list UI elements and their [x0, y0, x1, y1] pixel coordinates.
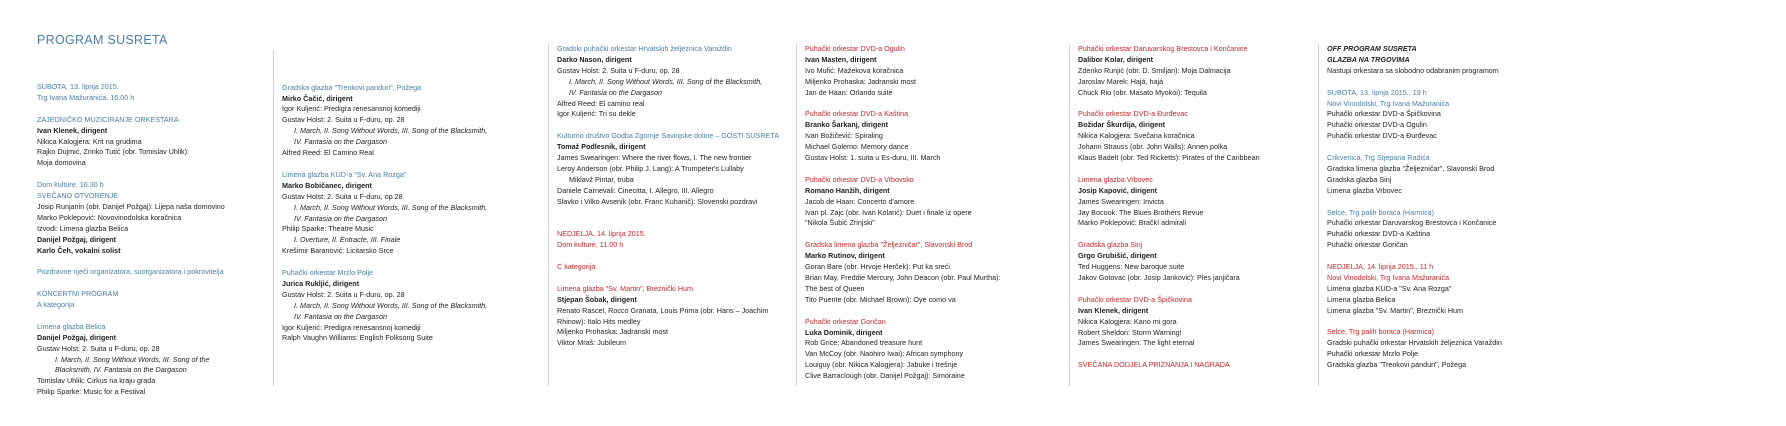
- program-line: Jakov Gotovac (obr. Josip Janković): Ples janjičara: [1078, 272, 1240, 282]
- section-heading: Puhački orkestar Daruvarskog Brestovca i Končanice: [1078, 44, 1248, 53]
- program-line: Tomislav Uhlik: Cirkus na kraju grada: [37, 376, 156, 386]
- program-line: Jay Bocook: The Blues Brothers Revue: [1078, 207, 1204, 217]
- program-line: Robert Sheldon: Storm Warning!: [1078, 327, 1182, 337]
- program-line: Johann Strauss (obr. John Walls): Annen polka: [1078, 142, 1228, 152]
- program-line: Daniele Carnevali: Cinecitta, I. Allegro, III. Allegro: [557, 185, 714, 195]
- program-line: Jacob de Haan: Concerto d'amore: [805, 196, 915, 206]
- program-line: Leroy Anderson (obr. Philip J. Lang): A Trumpeter's Lullaby: [557, 163, 744, 173]
- conductor-line: OFF PROGRAM SUSRETA: [1327, 44, 1417, 53]
- program-line: Van McCoy (obr. Naohiro Iwai): African symphony: [805, 349, 964, 359]
- section-heading: Pozdravne riječi organizatora, suorganizatora i pokrovitelja: [37, 267, 224, 277]
- section-heading: Limena glazba Belica: [37, 321, 106, 331]
- section-heading: SUBOTA, 13. lipnja 2015., 19 h: [1327, 87, 1427, 97]
- program-line: Chuck Rio (obr. Masato Myokoi): Tequila: [1078, 87, 1207, 97]
- program-line: Zdenko Runjić (obr. D. Smiljan): Moja Dalmacija: [1078, 65, 1231, 75]
- program-line: Limena glazba Vrbovec: [1327, 185, 1402, 195]
- section-heading: NEDJELJA, 14. lipnja 2015.: [557, 229, 646, 239]
- program-line: Gustav Holst: 2. Suita u F-duru, op.28: [282, 191, 403, 201]
- conductor-line: GLAZBA NA TRGOVIMA: [1327, 54, 1410, 64]
- program-line: Puhački orkestar DVD-a Kaština: [1327, 229, 1431, 239]
- program-line: Rhinow): Italo Hits medley: [557, 316, 641, 326]
- program-column-6: [1318, 44, 1558, 386]
- program-line: Miklavž Pintar, truba: [569, 174, 634, 184]
- program-line: Gustav Holst: 1. suita u Es-duru, III. March: [805, 153, 941, 163]
- program-line: Gradska glazba Sinj: [1327, 174, 1392, 184]
- program-line: I. March, II. Song Without Words, III. Song of the Blacksmith,: [294, 202, 488, 212]
- program-line: Puhački orkestar Mrzlo Polje: [1327, 349, 1419, 359]
- section-heading: Selce, Trg palih boraca (Harmica): [1327, 327, 1435, 337]
- program-line: Marko Poklepović: Bračkí admirali: [1078, 218, 1187, 228]
- program-line: Krešimir Baranović: Licitarsko Srce: [282, 246, 394, 256]
- program-line: "Nikola Šubić Zrinjski": [805, 218, 875, 228]
- section-heading: SVEČANO OTVORENJE: [37, 191, 119, 201]
- section-heading: ZAJEDNIČKO MUZICIRANJE ORKESTARA: [37, 114, 179, 124]
- program-line: Rob Grice: Abandoned treasure hunt: [805, 338, 923, 348]
- program-column-3: [548, 44, 788, 386]
- program-line: Miljenko Prohaska: Jadranski most: [557, 327, 669, 337]
- spacer: [1078, 284, 1309, 295]
- conductor-line: Tomaž Podlesnik, dirigent: [557, 142, 646, 152]
- program-line: Gradska glazba "Trenkovi panduri", Požega: [1327, 360, 1467, 370]
- conductor-line: Marko Rutinov, dirigent: [805, 251, 885, 261]
- spacer: [1327, 142, 1558, 153]
- program-line: James Swearingen: Invicta: [1078, 196, 1164, 206]
- program-line: I. March, II. Song Without Words, III. Song of the Blacksmith,: [569, 76, 763, 86]
- program-column-1: [37, 82, 267, 397]
- program-line: Marko Poklepović: Novovinodolska koračnica: [37, 212, 182, 222]
- program-line: Gustav Holst: 2. Suita u F-duru, op. 28: [282, 115, 405, 125]
- program-line: Philip Sparke: Theatre Music: [282, 224, 374, 234]
- program-line: Klaus Badelt (obr. Ted Ricketts): Pirates of the Caribbean: [1078, 153, 1260, 163]
- conductor-line: Marko Bobičanec, dirigent: [282, 180, 372, 190]
- section-heading: Trg Ivana Mažuranića, 16.00 h: [37, 92, 135, 102]
- conductor-line: Stjepan Šobak, dirigent: [557, 294, 637, 304]
- program-line: I. March, II. Song Without Words, III. Song of the: [55, 354, 210, 364]
- conductor-line: Ivan Klenek, dirigent: [1078, 305, 1149, 315]
- program-line: Josip Runjanin (obr. Danijel Požgaj): Lijepa naša domovino: [37, 201, 225, 211]
- program-line: IV. Fantasia on the Dargason: [294, 137, 387, 147]
- program-line: Nikica Kalogjera: Krit na grudima: [37, 136, 142, 146]
- program-line: Renato Rascel, Rocco Granata, Louis Prima (obr. Hans – Joachim: [557, 305, 769, 315]
- program-line: Slavko i Vilko Avsenik (obr. Franc Kuhanič): Slovenski pozdravi: [557, 196, 758, 206]
- program-line: Goran Bare (obr. Hrvoje Herček): Put ka sreći: [805, 262, 950, 272]
- program-line: Puhački orkestar DVD-a Ogulin: [1327, 120, 1427, 130]
- spacer: [1327, 77, 1558, 88]
- program-line: Igor Kuljerić: Predigra renesansnoj komediji: [282, 322, 421, 332]
- section-heading: Novi Vinodolski, Trg Ivana Mažuranića: [1327, 272, 1450, 282]
- program-line: Jaroslav Marek: Hajá, hajá: [1078, 76, 1164, 86]
- program-line: Izvodi: Limena glazba Belica: [37, 223, 129, 233]
- conductor-line: Branko Šarkanj, dirigent: [805, 120, 889, 130]
- program-line: Gustav Holst: 2. Suita u F-duru, op. 28: [282, 289, 405, 299]
- program-line: Gradska limena glazba "Željezničar", Slavonski Brod: [1327, 163, 1495, 173]
- spacer: [1078, 164, 1309, 175]
- program-line: Puhački orkestar Goričan: [1327, 240, 1408, 250]
- program-line: I. March, II. Song Without Words, III. Song of the Blacksmith,: [294, 126, 488, 136]
- program-line: Puhački orkestar DVD-a Špičkovina: [1327, 109, 1441, 119]
- spacer: [557, 208, 788, 219]
- section-heading: A kategorija: [37, 300, 75, 310]
- section-heading: KONCERTNI PROGRAM: [37, 289, 119, 299]
- program-line: Limena glazba Belica: [1327, 294, 1396, 304]
- section-heading: Kulturno društvo Godba Zgornje Savinjske doline – GOSTI SUSRETA: [557, 131, 779, 141]
- section-heading: Puhački orkestar DVD-a Špičkovina: [1078, 294, 1192, 304]
- section-heading: Limena glazba Vrbovec: [1078, 174, 1153, 184]
- program-line: IV. Fantasia on the Dargason: [294, 213, 387, 223]
- program-column-2: [273, 50, 543, 386]
- section-heading: Crikvenica, Trg Stjepana Radića: [1327, 153, 1430, 163]
- section-heading: Limena glazba KUD-a "Sv. Ana Rozga": [282, 169, 407, 179]
- section-heading: SUBOTA, 13. lipnja 2015.: [37, 82, 119, 91]
- program-line: Blacksmith, IV. Fantasia on the Dargason: [55, 365, 187, 375]
- program-line: Ted Huggens: New baroque suite: [1078, 262, 1185, 272]
- program-line: IV. Fantasia on the Dargason: [294, 311, 387, 321]
- program-line: Gradski puhački orkestar Hrvatskih željeznica Varaždin: [1327, 338, 1502, 348]
- section-heading: SVEČANA DODJELA PRIZNANJA I NAGRADA: [1078, 360, 1230, 370]
- conductor-line: Božidar Škurdija, dirigent: [1078, 120, 1166, 130]
- section-heading: Selce, Trg palih boraca (Harmica): [1327, 207, 1435, 217]
- section-heading: Puhački orkestar DVD-a Vrbovsko: [805, 174, 914, 184]
- section-heading: Dom kulture, 11.00 h: [557, 240, 624, 250]
- program-line: Louiguy (obr. Nikica Kalogjera): Jabuke i trešnje: [805, 360, 958, 370]
- conductor-line: Ivan Masten, dirigent: [805, 54, 877, 64]
- program-line: Puhački orkestar DVD-a Đurđevac: [1327, 131, 1437, 141]
- spacer: [805, 306, 1061, 317]
- spacer: [805, 99, 1061, 110]
- program-line: Alfred Reed: El camino real: [557, 98, 645, 108]
- section-heading: Dom kulture, 16.30 h: [37, 180, 104, 190]
- program-line: Puhački orkestar Daruvarskog Brestovca i Končanice: [1327, 218, 1497, 228]
- spacer: [1078, 229, 1309, 240]
- section-heading: Gradski puhački orkestar Hrvatskih željeznica Varaždin: [557, 44, 732, 53]
- section-heading: Limena glazba "Sv. Martin", Breznički Hum: [557, 283, 693, 293]
- program-line: Igor Kuljerić: Tri su dekle: [557, 109, 636, 119]
- spacer: [1078, 99, 1309, 110]
- program-line: Nikica Kalogjera: Kano mi gora: [1078, 316, 1177, 326]
- program-line: Brian May, Freddie Mercury, John Deacon (obr. Paul Murtha):: [805, 272, 1001, 282]
- spacer: [1078, 349, 1309, 360]
- spacer: [805, 229, 1061, 240]
- program-line: Viktor Mraš: Jubileum: [557, 338, 626, 348]
- conductor-line: Darko Nason, dirigent: [557, 54, 632, 64]
- page-title: PROGRAM SUSRETA: [37, 33, 168, 47]
- section-heading: Gradska limena glazba "Željezničar", Slavonski Brod: [805, 240, 973, 250]
- conductor-line: Mirko Čačić, dirigent: [282, 93, 353, 103]
- spacer: [37, 169, 267, 180]
- section-heading: NEDJELJA, 14. lipnja 2015., 11 h: [1327, 262, 1434, 272]
- spacer: [282, 72, 543, 83]
- program-line: Gustav Holst: 2. Suita u F-duru, op. 28: [37, 343, 160, 353]
- program-line: Gustav Holst: 2. Suita u F-duru, op. 28: [557, 65, 680, 75]
- program-line: Jan de Haan: Orlando suite: [805, 87, 893, 97]
- program-line: Limena glazba KUD-a "Sv. Ana Rozga": [1327, 283, 1452, 293]
- program-line: Nikica Kalogjera: Svečana koračnica: [1078, 131, 1195, 141]
- program-line: Ivo Mufić: Mažekova koračnica: [805, 65, 904, 75]
- program-line: James Swearingen: Where the river flows, I. The new frontier: [557, 153, 752, 163]
- section-heading: C kategorija: [557, 262, 596, 272]
- program-column-4: [796, 44, 1061, 386]
- section-heading: Puhački orkestar DVD-a Kaština: [805, 109, 909, 119]
- program-line: I. Overture, II. Entracte, III. Finale: [294, 235, 401, 245]
- spacer: [1327, 317, 1558, 328]
- program-line: Miljenko Prohaska: Jadranski most: [805, 76, 917, 86]
- conductor-line: Josip Kapović, dirigent: [1078, 185, 1158, 195]
- program-line: Clive Barraclough (obr. Danijel Požgaj): Simoraine: [805, 371, 965, 381]
- section-heading: Novi Vinodolski, Trg Ivana Mažuranića: [1327, 98, 1450, 108]
- program-line: Tito Puente (obr. Michael Brown): Oye como va: [805, 294, 956, 304]
- spacer: [282, 257, 543, 268]
- conductor-line: Romano Hanžih, dirigent: [805, 185, 890, 195]
- spacer: [37, 256, 267, 267]
- program-line: Igor Kuljerić: Predigra renesansnoj komediji: [282, 104, 421, 114]
- section-heading: Puhački orkestar Mrzlo Polje: [282, 268, 374, 278]
- spacer: [37, 278, 267, 289]
- spacer: [1327, 197, 1558, 208]
- program-line: Limena glazba "Sv. Martin", Breznički Hum: [1327, 305, 1463, 315]
- spacer: [557, 251, 788, 262]
- spacer: [557, 120, 788, 131]
- program-line: Ivan pl. Zajc (obr. Ivan Kolarić): Duet i finale iz opere: [805, 207, 972, 217]
- conductor-line: Luka Dominik, dirigent: [805, 327, 883, 337]
- spacer: [805, 164, 1061, 175]
- spacer: [557, 218, 788, 229]
- program-line: IV. Fantasia on the Dargason: [569, 87, 662, 97]
- conductor-line: Karlo Čeh, vokalni solist: [37, 245, 121, 255]
- conductor-line: Dalibor Kolar, dirigent: [1078, 54, 1154, 64]
- section-heading: Puhački orkestar DVD-a Ogulin: [805, 44, 905, 53]
- program-line: James Swearingen: The light eternal: [1078, 338, 1195, 348]
- spacer: [282, 50, 543, 61]
- program-column-5: [1069, 44, 1309, 386]
- conductor-line: Grgo Grubišić, dirigent: [1078, 251, 1157, 261]
- spacer: [37, 104, 267, 115]
- spacer: [282, 61, 543, 72]
- section-heading: Puhački orkestar DVD-a Đurđevac: [1078, 109, 1188, 119]
- program-line: Rajko Dujmić, Zrinko Tutić (obr. Tomislav Uhlik):: [37, 147, 190, 157]
- program-line: Alfred Reed: El Camino Real: [282, 148, 374, 158]
- spacer: [557, 273, 788, 284]
- spacer: [1327, 251, 1558, 262]
- program-line: Moja domovina: [37, 158, 86, 168]
- program-line: Philip Sparke: Music for a Festival: [37, 387, 146, 397]
- program-line: Ivan Božičević: Spiraling: [805, 131, 883, 141]
- conductor-line: Ivan Klenek, dirigent: [37, 125, 108, 135]
- conductor-line: Danijel Požgaj, dirigent: [37, 332, 117, 342]
- section-heading: Gradska glazba "Trenkovi panduri", Požega: [282, 82, 422, 92]
- program-line: The best of Queen: [805, 283, 865, 293]
- section-heading: Puhački orkestar Goričan: [805, 316, 886, 326]
- conductor-line: Jurica Rukljić, dirigent: [282, 278, 360, 288]
- spacer: [37, 311, 267, 322]
- spacer: [282, 159, 543, 170]
- conductor-line: Danijel Požgaj, dirigent: [37, 234, 117, 244]
- section-heading: Gradska glazba Sinj: [1078, 240, 1143, 250]
- program-line: Nastupi orkestara sa slobodno odabranim programom: [1327, 65, 1499, 75]
- program-line: Michael Golemo: Memory dance: [805, 142, 909, 152]
- program-line: Ralph Vaughn Williams: English Folksong Suite: [282, 333, 433, 343]
- program-line: I. March, II. Song Without Words, III. Song of the Blacksmith,: [294, 300, 488, 310]
